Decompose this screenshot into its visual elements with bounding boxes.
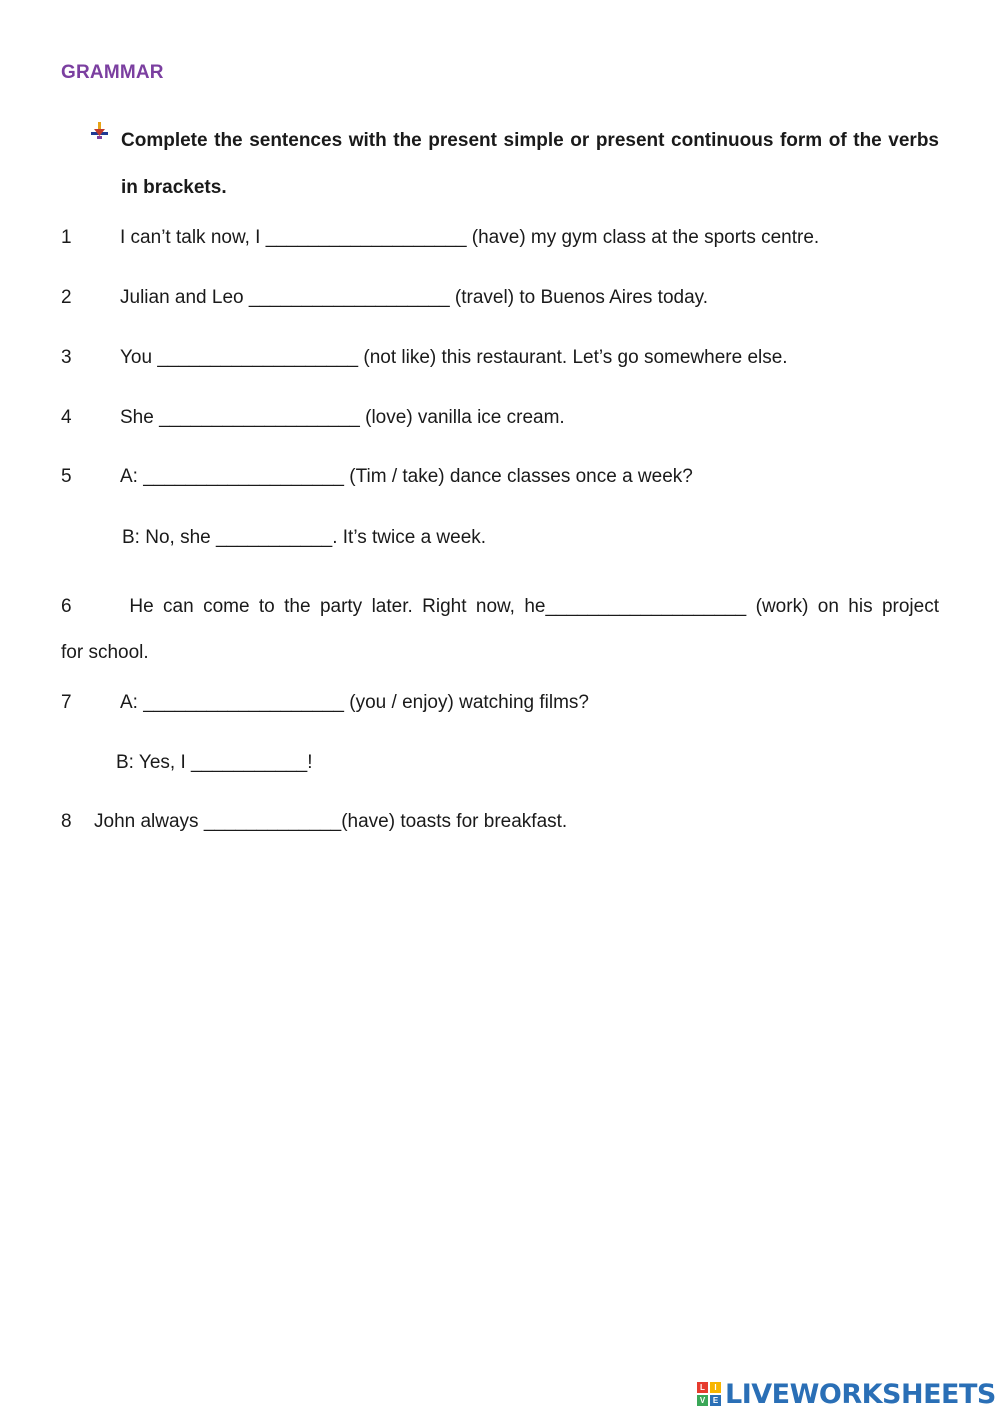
logo-mark-tile: L <box>697 1382 708 1393</box>
page-title: GRAMMAR <box>61 62 164 83</box>
item-word: he___________________ <box>524 596 747 617</box>
item-word: project <box>881 596 939 617</box>
item-number: 5 <box>61 466 72 487</box>
item-word: to <box>258 596 275 617</box>
item-word: Right <box>422 596 467 617</box>
item-word: He <box>129 596 154 617</box>
item-word: the <box>284 596 311 617</box>
item-text: Julian and Leo ___________________ (travel) to Buenos Aires today. <box>120 287 709 308</box>
item-word: (work) <box>755 596 809 617</box>
item-word: come <box>203 596 250 617</box>
item-text: She ___________________ (love) vanilla ice cream. <box>120 407 565 428</box>
item-word: his <box>848 596 873 617</box>
item-word: on <box>817 596 839 617</box>
logo-mark-icon <box>697 1382 721 1406</box>
item-text: B: Yes, I ___________! <box>116 752 313 773</box>
logo-text: LIVEWORKSHEETS <box>725 1378 996 1410</box>
item-number: 4 <box>61 407 72 428</box>
item-text: John always _____________(have) toasts for breakfast. <box>94 811 568 832</box>
item-number: 7 <box>61 692 72 713</box>
item-word: now, <box>475 596 515 617</box>
item-text: B: No, she ___________. It’s twice a week. <box>122 527 487 548</box>
item-number: 8 <box>61 811 72 832</box>
item-text: You ___________________ (not like) this restaurant. Let’s go somewhere else. <box>120 347 788 368</box>
item-6-first-line <box>61 584 939 630</box>
logo-mark-tile: V <box>697 1395 708 1406</box>
item-text: A: ___________________ (you / enjoy) watching films? <box>120 692 589 713</box>
logo-mark-tile: E <box>710 1395 721 1406</box>
liveworksheets-logo <box>697 1376 996 1412</box>
item-number: 2 <box>61 287 72 308</box>
item-word: party <box>319 596 363 617</box>
item-6-continuation: for school. <box>61 642 149 663</box>
item-text: I can’t talk now, I ___________________ (have) my gym class at the sports centre. <box>120 227 820 248</box>
item-text: A: ___________________ (Tim / take) dance classes once a week? <box>120 466 693 487</box>
item-word: can <box>163 596 194 617</box>
bullet-arrow-icon <box>88 120 110 142</box>
instruction-text: Complete the sentences with the present simple or present continuous form of the verbs in brackets. <box>121 130 939 198</box>
logo-mark-tile: I <box>710 1382 721 1393</box>
item-number: 6 <box>61 596 72 617</box>
item-word: later. <box>371 596 413 617</box>
list-item <box>61 584 939 676</box>
item-number: 3 <box>61 347 72 368</box>
item-number: 1 <box>61 227 72 248</box>
